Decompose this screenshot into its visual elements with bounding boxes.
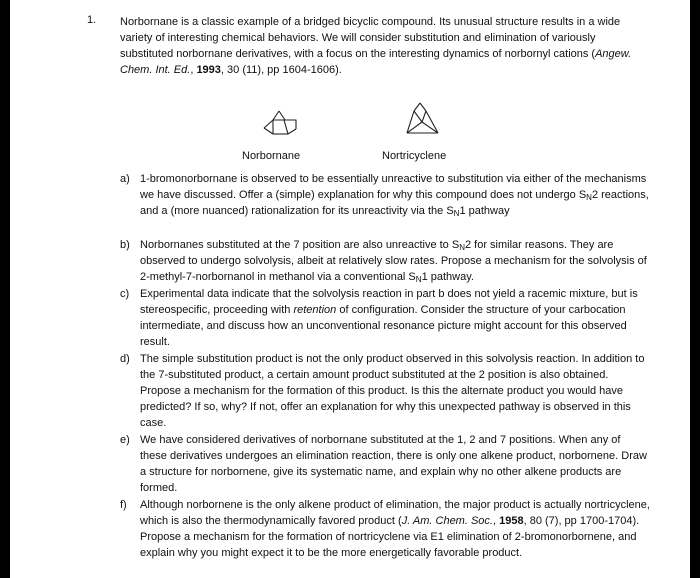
part-label: e) <box>120 434 130 446</box>
part-text: Although norbornene is the only alkene product of elimination, the major product is actually nortricyclene, which is also the thermodynamically favored product (J. Am. Chem. Soc., 1958, 80 (7), pp 1700-1704). Propose a mechanism for the formation of nortricyclene via E1 elimination of 2-bromonorbornene, and explain why you might expect it to be the more energetically favorable product. <box>140 499 650 559</box>
question-number: 1. <box>87 14 97 26</box>
part-text: The simple substitution product is not the only product observed in this solvolysis reaction. In addition to the 7-substituted product, a certain amount product substituted at the 2 position is also obtained. Propose a mechanism for the formation of this product. Is this the alternate product you would have predicted? If so, why? If not, offer an explanation for why this unexpected pathway is observed in this case. <box>140 353 645 429</box>
document-page <box>10 0 690 578</box>
journal-citation: Angew. Chem. Int. Ed. <box>120 48 632 76</box>
part-text: 1-bromonorbornane is observed to be essentially unreactive to substitution via either of the mechanisms we have discussed. Offer a (simple) explanation for why this compound does not undergo $S_N2$ reactions, and a (more nuanced) rationalization for its unreactivity via the $S_N1$ pathway <box>140 173 649 218</box>
citation-year: 1958 <box>499 515 524 527</box>
norbornane-structure <box>260 108 302 138</box>
part-label: b) <box>120 239 130 251</box>
part-label: d) <box>120 353 130 365</box>
part-label: a) <box>120 173 130 185</box>
question-intro: Norbornane is a classic example of a bridged bicyclic compound. Its unusual structure results in a wide variety of interesting chemical behaviors. We will consider substitution and elimination of variously substituted norbornane derivatives, with a focus on the interesting dynamics of norbornyl cations (Angew. Chem. Int. Ed., 1993, 30 (11), pp 1604-1606). <box>120 16 632 76</box>
nortricyclene-structure <box>402 100 444 140</box>
part-label: f) <box>120 499 127 511</box>
part-text: Norbornanes substituted at the 7 position are also unreactive to $S_N2$ for similar reasons. They are observed to undergo solvolysis, albeit at relatively slow rates. Propose a mechanism for the solvolysis of 2-methyl-7-norbornanol in methanol via a conventional $S_N1$ pathway. <box>140 239 647 284</box>
journal-citation: J. Am. Chem. Soc. <box>401 515 493 527</box>
nortricyclene-label: Nortricyclene <box>382 150 447 162</box>
norbornane-label: Norbornane <box>242 150 301 162</box>
part-text: We have considered derivatives of norbornane substituted at the 1, 2 and 7 positions. When any of these derivatives undergoes an elimination reaction, there is only one alkene product, norbornene. Draw a structure for norbornene, give its systematic name, and explain why no other alkene products are formed. <box>140 434 647 494</box>
part-label: c) <box>120 288 130 300</box>
part-text: Experimental data indicate that the solvolysis reaction in part b does not yield a racemic mixture, but is stereospecific, proceeding with retention of configuration. Consider the structure of your carbocation intermediate, and discuss how an unconventional resonance picture might account for this observed result. <box>140 288 638 348</box>
citation-year: 1993 <box>196 64 221 76</box>
